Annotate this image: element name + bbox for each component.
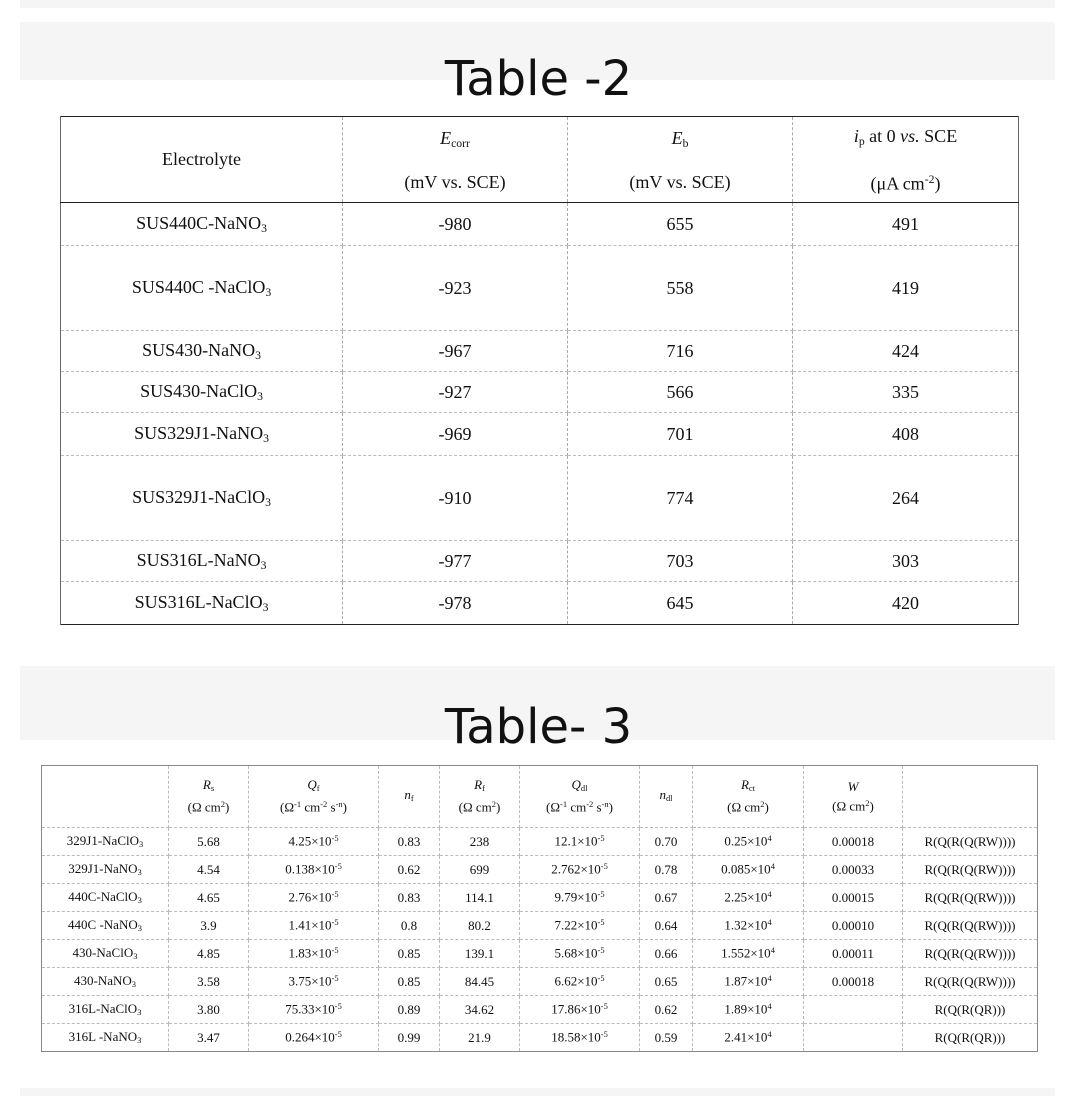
electrolyte-cell: SUS316L-NaClO$_3$: [61, 582, 343, 625]
qf-cell: $4.25\times 10^{-5}$: [249, 828, 379, 856]
table-row: [61, 456, 1019, 541]
ecorr-cell: -923: [343, 246, 568, 331]
table3-header-row: [42, 766, 1038, 828]
qf-cell: $2.76\times 10^{-5}$: [249, 884, 379, 912]
ecorr-cell: -978: [343, 582, 568, 625]
circuit-cell: R(Q(R(Q(RW)))): [903, 884, 1038, 912]
qdl-cell: $2.762\times 10^{-5}$: [520, 856, 640, 884]
eb-cell: 701: [568, 413, 793, 456]
rf-cell: 84.45: [440, 968, 520, 996]
nf-cell: 0.99: [379, 1024, 440, 1052]
qdl-cell: $5.68\times 10^{-5}$: [520, 940, 640, 968]
sample-cell: 316L-NaClO$_3$: [42, 996, 169, 1024]
col-header-qf: $Q_f$ ($\Omega^{-1}$ $cm^{-2}$ $s^{-n}$): [249, 766, 379, 828]
ip-cell: 424: [793, 331, 1019, 372]
circuit-cell: R(Q(R(Q(RW)))): [903, 828, 1038, 856]
w-cell: 0.00010: [804, 912, 903, 940]
rct-cell: $1.87\times 10^4$: [693, 968, 804, 996]
ip-cell: 420: [793, 582, 1019, 625]
sample-cell: 430-NaNO$_3$: [42, 968, 169, 996]
electrolyte-cell: SUS440C -NaClO$_3$: [61, 246, 343, 331]
rs-cell: 3.58: [169, 968, 249, 996]
col-header-circuit: [903, 766, 1038, 828]
ip-cell: 419: [793, 246, 1019, 331]
rs-cell: 4.54: [169, 856, 249, 884]
qdl-cell: $7.22\times 10^{-5}$: [520, 912, 640, 940]
col-header-rs: $R_s$ (Ω $cm^2$): [169, 766, 249, 828]
table-row: [61, 582, 1019, 625]
w-cell: 0.00011: [804, 940, 903, 968]
qf-cell: $1.83\times 10^{-5}$: [249, 940, 379, 968]
qdl-cell: $6.62\times 10^{-5}$: [520, 968, 640, 996]
qdl-cell: $9.79\times 10^{-5}$: [520, 884, 640, 912]
rs-cell: 5.68: [169, 828, 249, 856]
eb-cell: 774: [568, 456, 793, 541]
table-row: [42, 968, 1038, 996]
table-row: [61, 413, 1019, 456]
sample-cell: 316L -NaNO$_3$: [42, 1024, 169, 1052]
ndl-cell: 0.70: [640, 828, 693, 856]
table-row: [42, 856, 1038, 884]
circuit-cell: R(Q(R(Q(RW)))): [903, 856, 1038, 884]
eb-cell: 645: [568, 582, 793, 625]
table-row: [42, 828, 1038, 856]
electrolyte-cell: SUS316L-NaNO$_3$: [61, 541, 343, 582]
col-header-eb: $E_b$ (mV vs. SCE): [568, 117, 793, 203]
col-header-rf: $R_f$ (Ω $cm^2$): [440, 766, 520, 828]
ndl-cell: 0.62: [640, 996, 693, 1024]
eb-cell: 703: [568, 541, 793, 582]
ndl-cell: 0.65: [640, 968, 693, 996]
table-row: [61, 372, 1019, 413]
table3-title: Table- 3: [444, 699, 633, 755]
ecorr-cell: -977: [343, 541, 568, 582]
ip-cell: 303: [793, 541, 1019, 582]
rct-cell: $2.25\times 10^4$: [693, 884, 804, 912]
nf-cell: 0.8: [379, 912, 440, 940]
rct-cell: $0.085\times 10^4$: [693, 856, 804, 884]
rf-cell: 21.9: [440, 1024, 520, 1052]
ndl-cell: 0.66: [640, 940, 693, 968]
nf-cell: 0.83: [379, 884, 440, 912]
qdl-cell: $17.86\times 10^{-5}$: [520, 996, 640, 1024]
rs-cell: 4.85: [169, 940, 249, 968]
w-cell: 0.00015: [804, 884, 903, 912]
col-header-w: W (Ω $cm^2$): [804, 766, 903, 828]
col-header-electrolyte: Electrolyte: [61, 117, 343, 203]
circuit-cell: R(Q(R(QR))): [903, 1024, 1038, 1052]
ecorr-cell: -969: [343, 413, 568, 456]
table-row: [42, 884, 1038, 912]
ndl-cell: 0.59: [640, 1024, 693, 1052]
rf-cell: 34.62: [440, 996, 520, 1024]
table3: [41, 765, 1038, 1052]
table2-title: Table -2: [444, 51, 633, 107]
sample-cell: 440C-NaClO$_3$: [42, 884, 169, 912]
electrolyte-cell: SUS440C-NaNO$_3$: [61, 203, 343, 246]
col-header-qdl: $Q_{dl}$ ($\Omega^{-1}$ $cm^{-2}$ $s^{-n}$): [520, 766, 640, 828]
circuit-cell: R(Q(R(QR))): [903, 996, 1038, 1024]
rf-cell: 114.1: [440, 884, 520, 912]
table-row: [42, 940, 1038, 968]
qf-cell: $75.33\times 10^{-5}$: [249, 996, 379, 1024]
sample-cell: 440C -NaNO$_3$: [42, 912, 169, 940]
electrolyte-cell: SUS430-NaClO$_3$: [61, 372, 343, 413]
electrolyte-cell: SUS329J1-NaNO$_3$: [61, 413, 343, 456]
w-cell: 0.00033: [804, 856, 903, 884]
table-row: [61, 541, 1019, 582]
rct-cell: $2.41\times 10^4$: [693, 1024, 804, 1052]
ndl-cell: 0.67: [640, 884, 693, 912]
table2: [60, 116, 1019, 625]
col-header-ip: $i_p$ at 0 vs. SCE (μA $cm^{-2}$): [793, 117, 1019, 203]
table-row: [42, 1024, 1038, 1052]
qf-cell: $3.75\times 10^{-5}$: [249, 968, 379, 996]
col-header-ecorr: $E_{corr}$ (mV vs. SCE): [343, 117, 568, 203]
rct-cell: $1.32\times 10^4$: [693, 912, 804, 940]
nf-cell: 0.83: [379, 828, 440, 856]
rs-cell: 3.47: [169, 1024, 249, 1052]
qdl-cell: $18.58\times 10^{-5}$: [520, 1024, 640, 1052]
rf-cell: 699: [440, 856, 520, 884]
rf-cell: 80.2: [440, 912, 520, 940]
table-row: [61, 331, 1019, 372]
col-header-ndl: $n_{dl}$: [640, 766, 693, 828]
bottom-band: [20, 1088, 1055, 1096]
rs-cell: 3.80: [169, 996, 249, 1024]
table-row: [42, 912, 1038, 940]
nf-cell: 0.85: [379, 940, 440, 968]
w-cell: [804, 1024, 903, 1052]
ip-cell: 335: [793, 372, 1019, 413]
qf-cell: $1.41\times 10^{-5}$: [249, 912, 379, 940]
ecorr-cell: -980: [343, 203, 568, 246]
circuit-cell: R(Q(R(Q(RW)))): [903, 968, 1038, 996]
nf-cell: 0.85: [379, 968, 440, 996]
col-header-nf: $n_f$: [379, 766, 440, 828]
ip-cell: 408: [793, 413, 1019, 456]
eb-cell: 716: [568, 331, 793, 372]
rct-cell: $1.552\times 10^4$: [693, 940, 804, 968]
w-cell: 0.00018: [804, 968, 903, 996]
nf-cell: 0.89: [379, 996, 440, 1024]
table2-header-row: [61, 117, 1019, 203]
ecorr-cell: -927: [343, 372, 568, 413]
qf-cell: $0.264\times 10^{-5}$: [249, 1024, 379, 1052]
eb-cell: 558: [568, 246, 793, 331]
rs-cell: 4.65: [169, 884, 249, 912]
rs-cell: 3.9: [169, 912, 249, 940]
ip-cell: 264: [793, 456, 1019, 541]
ecorr-cell: -910: [343, 456, 568, 541]
sample-cell: 329J1-NaNO$_3$: [42, 856, 169, 884]
table-row: [61, 203, 1019, 246]
table-row: [61, 246, 1019, 331]
sample-cell: 329J1-NaClO$_3$: [42, 828, 169, 856]
table-row: [42, 996, 1038, 1024]
electrolyte-cell: SUS430-NaNO$_3$: [61, 331, 343, 372]
nf-cell: 0.62: [379, 856, 440, 884]
rct-cell: $0.25\times 10^4$: [693, 828, 804, 856]
ndl-cell: 0.64: [640, 912, 693, 940]
circuit-cell: R(Q(R(Q(RW)))): [903, 940, 1038, 968]
electrolyte-cell: SUS329J1-NaClO$_3$: [61, 456, 343, 541]
rf-cell: 139.1: [440, 940, 520, 968]
col-header-rct: $R_{ct}$ (Ω $cm^2$): [693, 766, 804, 828]
eb-cell: 655: [568, 203, 793, 246]
ip-cell: 491: [793, 203, 1019, 246]
ecorr-cell: -967: [343, 331, 568, 372]
w-cell: 0.00018: [804, 828, 903, 856]
ndl-cell: 0.78: [640, 856, 693, 884]
sample-cell: 430-NaClO$_3$: [42, 940, 169, 968]
rct-cell: $1.89\times 10^4$: [693, 996, 804, 1024]
top-band: [20, 0, 1055, 8]
qf-cell: $0.138\times 10^{-5}$: [249, 856, 379, 884]
w-cell: [804, 996, 903, 1024]
rf-cell: 238: [440, 828, 520, 856]
circuit-cell: R(Q(R(Q(RW)))): [903, 912, 1038, 940]
col-header-sample: [42, 766, 169, 828]
eb-cell: 566: [568, 372, 793, 413]
qdl-cell: $12.1\times 10^{-5}$: [520, 828, 640, 856]
